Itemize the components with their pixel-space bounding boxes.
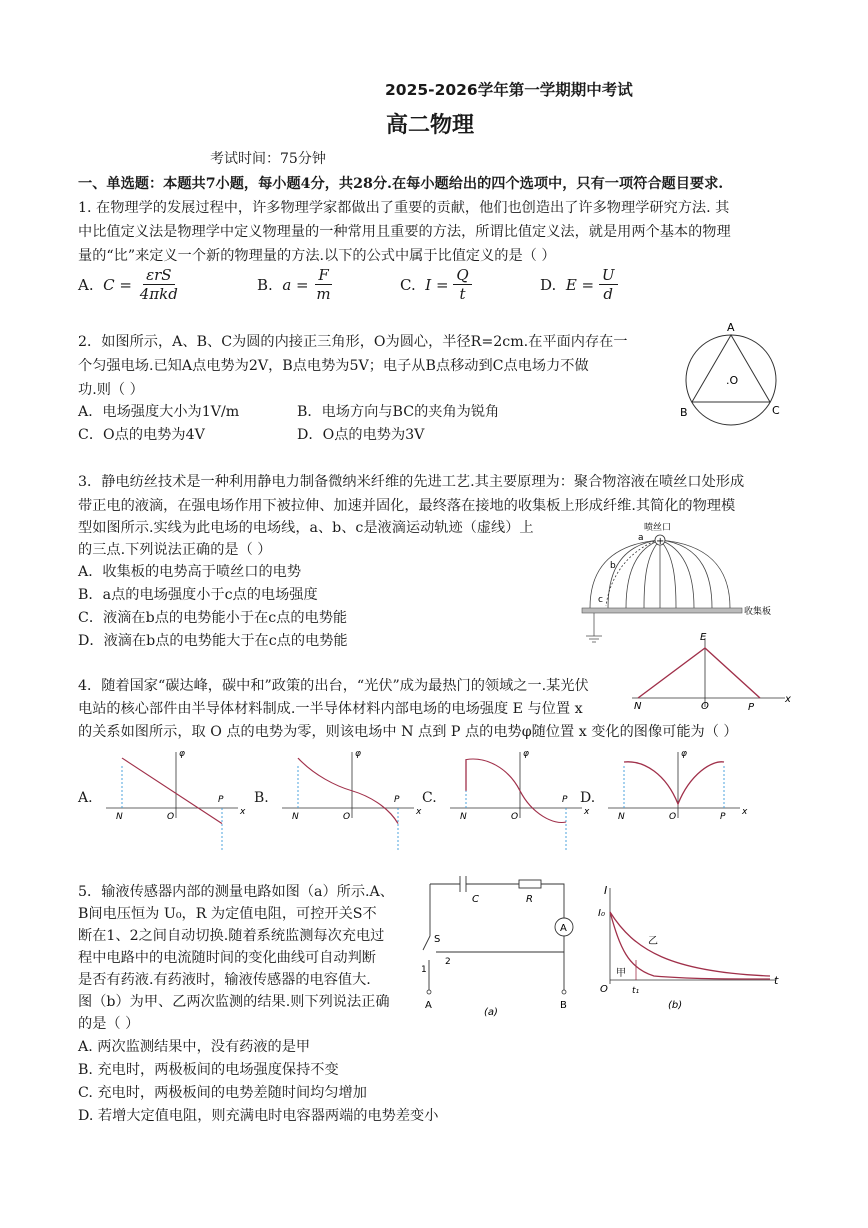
q2-line-3: 功.则（ ） — [78, 382, 144, 398]
q3-label-c: c — [598, 595, 603, 605]
q1-a-den: 4πkd — [139, 285, 178, 303]
q4-x-label: x — [742, 807, 748, 817]
q4-p-label: P — [562, 795, 568, 805]
q1-c-lhs: I = — [425, 275, 449, 294]
q1-d-num: U — [599, 266, 618, 285]
q3-label-b: b — [610, 561, 616, 571]
q4-o-label: O — [167, 812, 175, 822]
q4-o-label: O — [511, 812, 519, 822]
q2-line-1: 2．如图所示，A、B、C为圆的内接正三角形，O为圆心，半径R=2cm.在平面内存在一 — [78, 334, 628, 350]
q5-line-7: 的是（ ） — [78, 1016, 140, 1032]
q4-phi-label: φ — [523, 749, 529, 759]
q5-r-label: R — [526, 894, 533, 905]
q5-t1-label: t₁ — [632, 986, 640, 996]
q1-d-label: D. — [540, 275, 557, 294]
q1-a-label: A. — [78, 275, 94, 294]
q1-a-lhs: C = — [103, 275, 132, 294]
q4-option-label: D. — [580, 790, 596, 806]
q1-c-label: C. — [400, 275, 416, 294]
q5-option-b: B. 充电时，两极板间的电场强度保持不变 — [78, 1062, 339, 1078]
q4-p-label: P — [218, 795, 224, 805]
q1-option-a — [78, 266, 181, 303]
q4-x-label: x — [240, 807, 246, 817]
q2-option-d: D．O点的电势为3V — [297, 427, 425, 443]
q3-nozzle-label: 喷丝口 — [644, 523, 672, 533]
q4-e-figure — [630, 632, 795, 712]
q3-label-a: a — [638, 533, 644, 543]
q4-phi-graph — [600, 748, 750, 824]
q4-x-label: x — [416, 807, 422, 817]
exam-time: 考试时间：75分钟 — [210, 151, 326, 167]
q5-jia-label: 甲 — [616, 968, 626, 979]
q5-s-label: S — [434, 934, 441, 945]
q4-phi-curve — [624, 762, 724, 804]
q3-option-b: B．a点的电场强度小于c点的电场强度 — [78, 587, 318, 603]
q5-curve-jia — [610, 912, 770, 979]
q4-phi-label: φ — [355, 749, 361, 759]
exam-title: 2025-2026学年第一学期期中考试 — [385, 81, 633, 99]
q5-current-graph — [598, 880, 788, 1020]
q4-n-label: N — [618, 812, 625, 822]
q5-c-label: C — [472, 894, 479, 905]
q4-phi-label: φ — [179, 749, 185, 759]
q1-d-lhs: E = — [565, 275, 595, 294]
q5-a-label: A — [425, 1000, 432, 1011]
q2-option-c: C．O点的电势为4V — [78, 427, 205, 443]
q3-figure — [580, 520, 780, 648]
q4-line-1: 4．随着国家“碳达峰，碳中和”政策的出台，“光伏”成为最热门的领域之一.某光伏 — [78, 678, 589, 694]
q5-option-d: D. 若增大定值电阻，则充满电时电容器两端的电势差变小 — [78, 1108, 439, 1124]
q4-option-label: C. — [422, 790, 437, 806]
q2-option-b: B．电场方向与BC的夹角为锐角 — [297, 404, 500, 420]
q3-collector-plate — [582, 608, 742, 613]
q2-label-o: .O — [726, 374, 739, 387]
q1-b-lhs: a = — [282, 275, 309, 294]
q5-option-c: C. 充电时，两极板间的电势差随时间均匀增加 — [78, 1085, 367, 1101]
q5-caption-a: (a) — [484, 1007, 498, 1018]
q4-n-label: N — [116, 812, 123, 822]
q4-n-label: N — [292, 812, 299, 822]
q5-line-5: 是否有药液.有药液时，输液传感器的电容值大. — [78, 972, 371, 988]
q5-caption-b: (b) — [668, 1000, 683, 1011]
q4-p-label: P — [720, 812, 726, 822]
q3-line-2: 带正电的液滴，在强电场作用下被拉伸、加速并固化，最终落在接地的收集板上形成纤维.其简化的物理模 — [78, 498, 736, 514]
q1-c-den: t — [459, 285, 466, 303]
q1-b-label: B. — [257, 275, 273, 294]
q5-line-6: 图（b）为甲、乙两次监测的结果.则下列说法正确 — [78, 994, 390, 1010]
q1-option-b — [257, 266, 334, 303]
q5-line-3: 断在1、2之间自动切换.随着系统监测每次充电过 — [78, 928, 385, 944]
q4-n-label: N — [460, 812, 467, 822]
q1-a-num: εrS — [143, 266, 175, 285]
q2-line-2: 个匀强电场.已知A点电势为2V，B点电势为5V；电子从B点移动到C点电场力不做 — [78, 358, 589, 374]
q4-phi-graph — [274, 748, 424, 824]
q5-curve-yi — [610, 912, 770, 976]
q3-option-c: C．液滴在b点的电势能小于在c点的电势能 — [78, 610, 348, 626]
q4-x-label: x — [785, 694, 791, 705]
q2-label-c: C — [772, 404, 780, 417]
q5-terminal-b — [562, 990, 566, 994]
q4-line-2: 电站的核心部件由半导体材料制成.一半导体材料内部电场的电场强度 E 与位置 x — [78, 701, 583, 717]
q4-option-label: A. — [78, 790, 93, 806]
q2-option-a: A．电场强度大小为1V/m — [78, 404, 240, 420]
q3-option-a: A．收集板的电势高于喷丝口的电势 — [78, 564, 302, 580]
q5-line-1: 5．输液传感器内部的测量电路如图（a）所示.A、 — [78, 884, 394, 900]
q5-o-label: O — [600, 984, 608, 995]
q5-yi-label: 乙 — [648, 936, 658, 947]
q1-line-3: 量的“比”来定义一个新的物理量的方法.以下的公式中属于比值定义的是（ ） — [78, 248, 556, 264]
q5-i-label: I — [604, 884, 608, 897]
q1-option-c — [400, 266, 472, 303]
q4-line-3: 的关系如图所示，取 O 点的电势为零，则该电场中 N 点到 P 点的电势φ随位置 x 变化的图像可能为（ ） — [78, 724, 738, 740]
q5-2-label: 2 — [445, 957, 451, 967]
q3-field-lines — [590, 540, 730, 608]
q1-b-num: F — [315, 266, 331, 285]
q5-terminal-a — [427, 990, 431, 994]
q4-x-label: x — [584, 807, 590, 817]
q4-option-label: B. — [254, 790, 269, 806]
q3-line-1: 3．静电纺丝技术是一种利用静电力制备微纳米纤维的先进工艺.其主要原理为：聚合物溶液在喷丝口处形成 — [78, 474, 745, 490]
q5-t-label: t — [774, 974, 779, 987]
q2-triangle — [692, 335, 770, 402]
q4-e-label: E — [700, 632, 707, 643]
q5-1-label: 1 — [421, 965, 427, 975]
q5-b-label: B — [560, 1000, 567, 1011]
q3-option-d: D．液滴在b点的电势能大于在c点的电势能 — [78, 633, 348, 649]
q1-d-den: d — [603, 285, 614, 303]
q4-p-label: P — [748, 702, 755, 713]
q3-plus: + — [656, 536, 665, 547]
q5-resistor — [519, 880, 541, 888]
q4-o-label: O — [701, 701, 709, 712]
q5-i0-label: I₀ — [598, 908, 605, 919]
q5-ammeter-label: A — [560, 923, 567, 934]
q1-line-2: 中比值定义法是物理学中定义物理量的一种常用且重要的方法，所谓比值定义法，就是用两个基本的物理 — [78, 224, 731, 240]
q5-option-a: A. 两次监测结果中，没有药液的是甲 — [78, 1039, 311, 1055]
q3-line-4: 的三点.下列说法正确的是（ ） — [78, 542, 272, 558]
q3-plate-label: 收集板 — [744, 607, 772, 617]
q4-phi-graph — [98, 748, 248, 824]
q5-line-4: 程中电路中的电流随时间的变化曲线可自动判断 — [78, 950, 376, 966]
q4-phi-graph — [442, 748, 592, 824]
q4-o-label: O — [669, 812, 677, 822]
q4-p-label: P — [394, 795, 400, 805]
q4-e-curve — [638, 648, 760, 698]
q1-option-d — [540, 266, 618, 303]
q3-line-3: 型如图所示.实线为此电场的电场线，a、b、c是液滴运动轨迹（虚线）上 — [78, 520, 534, 536]
q4-phi-label: φ — [681, 749, 687, 759]
q2-label-a: A — [727, 321, 735, 334]
section-heading: 一、单选题：本题共7小题，每小题4分，共28分.在每小题给出的四个选项中，只有一项符合题目要求. — [78, 176, 724, 192]
subject-title: 高二物理 — [386, 113, 475, 138]
q3-ground-icon — [586, 613, 602, 642]
q5-line-2: B间电压恒为 U₀，R 为定值电阻，可控开关S不 — [78, 906, 377, 922]
q4-n-label: N — [634, 701, 642, 712]
q1-b-den: m — [316, 285, 331, 303]
q2-label-b: B — [680, 406, 688, 419]
q5-circuit — [412, 874, 582, 1024]
q1-line-1: 1. 在物理学的发展过程中，许多物理学家都做出了重要的贡献，他们也创造出了许多物理学研究方法. 其 — [78, 200, 730, 216]
q2-figure — [676, 318, 788, 430]
q1-c-num: Q — [453, 266, 471, 285]
q4-o-label: O — [343, 812, 351, 822]
